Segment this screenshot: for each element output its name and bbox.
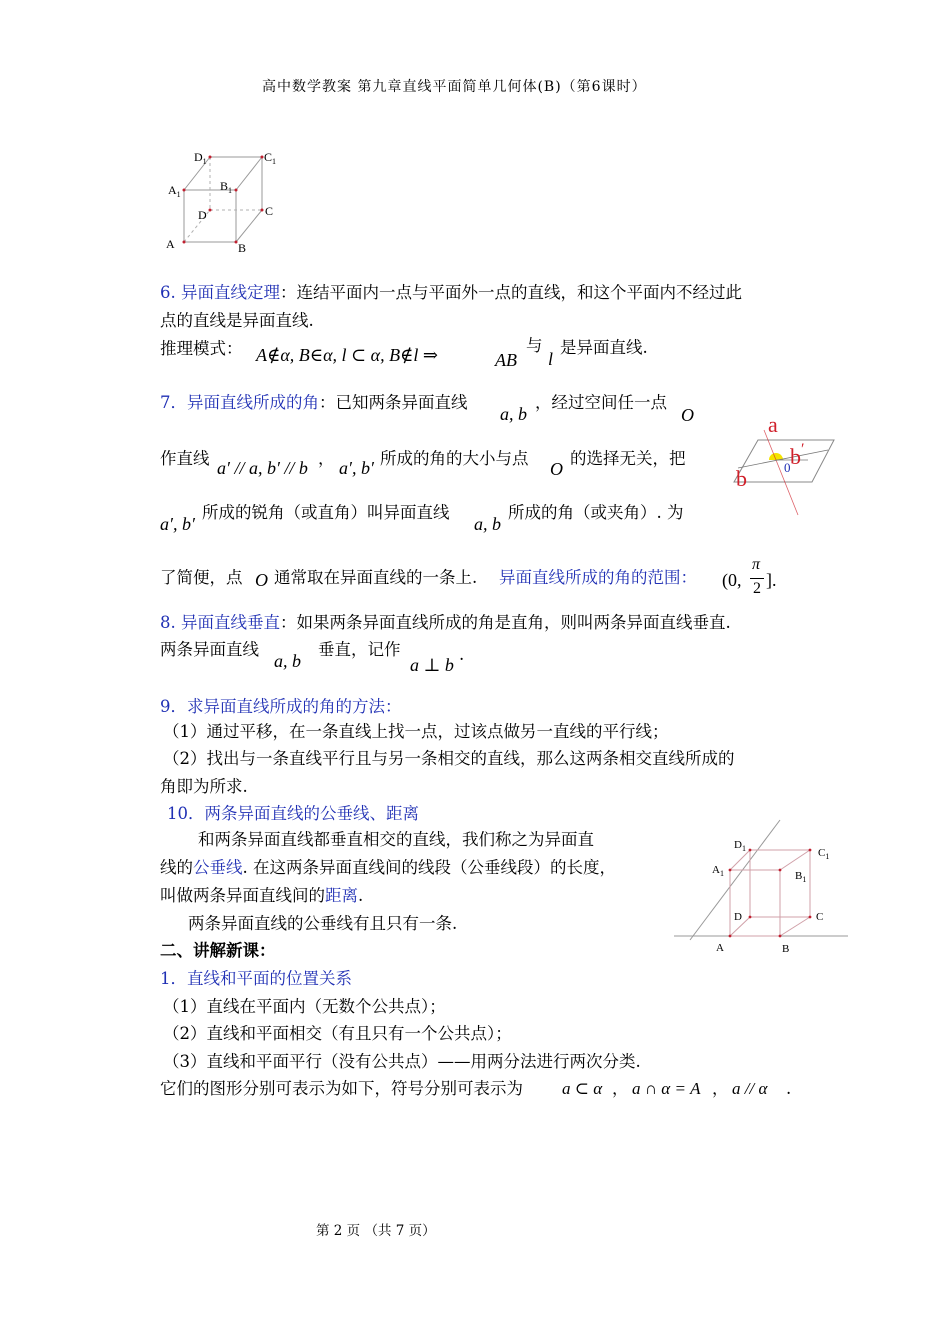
cube-figure-2 (670, 812, 852, 960)
cube-figure-1 (160, 145, 290, 257)
label2-a1: A (712, 864, 720, 876)
section-8-line1: 8. 异面直线垂直：如果两条异面直线所成的角是直角，则叫两条异面直线垂直. (160, 613, 731, 632)
part-2-item2: （2）直线和平面相交（有且只有一个公共点）； (163, 1024, 512, 1043)
section-7-title: 7．异面直线所成的角 (160, 393, 319, 412)
svg-text:A1: $A_1$ (168, 183, 181, 199)
inference-mode-label: 推理模式： (160, 339, 243, 358)
formula-ab-3: a, b (274, 651, 301, 671)
section-10-p2: 线的公垂线. 在这两条异面直线间的线段（公垂线段）的长度， (160, 858, 616, 877)
svg-text:b′: b′ (790, 441, 805, 469)
section-6-title: 6. 异面直线定理 (160, 283, 280, 302)
section-8-title: 8. 异面直线垂直 (160, 613, 280, 632)
label-a: A (166, 237, 175, 251)
label-c: C (265, 204, 274, 218)
label2-a: A (716, 942, 724, 954)
page-header: 高中数学教案 第九章直线平面简单几何体(B)（第6课时） (262, 79, 647, 95)
svg-text:A1: $A_1$ (712, 864, 724, 878)
section-9-item2b: 角即为所求. (160, 777, 248, 796)
text-yu: 与 (526, 336, 543, 355)
fraction-bar (750, 578, 764, 579)
section-9-item1: （1）通过平移，在一条直线上找一点，过该点做另一直线的平行线； (163, 722, 669, 741)
label-d1: D (194, 150, 203, 164)
section-9-title: 9．求异面直线所成的角的方法： (160, 697, 402, 716)
formula-aprime-bprime-1: a′, b′ (339, 458, 374, 478)
formula-subset: a ⊂ α (562, 1079, 603, 1098)
section-6-line2: 点的直线是异面直线. (160, 311, 314, 330)
label-b-red: b (736, 466, 747, 491)
section-6-line1: 6. 异面直线定理：连结平面内一点与平面外一点的直线，和这个平面内不经过此 (160, 283, 742, 302)
inference-formula: A∉α, B∈α, l ⊂ α, B∉l ⇒ (256, 345, 438, 365)
range-two: 2 (753, 580, 761, 597)
label-o-blue: 0 (784, 460, 791, 475)
skew-angle-figure (728, 410, 838, 520)
label-b: B (238, 241, 247, 255)
label-c1: C (264, 150, 273, 164)
part-2-subheading: 1．直线和平面的位置关系 (160, 969, 352, 988)
svg-text:C1: $C_1$ (818, 847, 830, 861)
label-b1: B (220, 179, 229, 193)
section-10-title: 10．两条异面直线的公垂线、距离 (167, 804, 419, 823)
svg-text:B1: $B_1$ (220, 179, 233, 195)
section-10-p3: 叫做两条异面直线间的距离. (160, 886, 364, 905)
part-2-item3: （3）直线和平面平行（没有公共点）——用两分法进行两次分类. (163, 1052, 641, 1071)
svg-text:D1: $D_1$ (734, 839, 746, 853)
label-a1: A (168, 183, 177, 197)
label-bprime-red: b (790, 444, 801, 469)
formula-perp: a ⊥ b (410, 655, 454, 675)
range-pi: π (752, 556, 761, 573)
formula-parallel: a′ // a, b′ // b (217, 458, 308, 478)
range-close: ]. (766, 570, 777, 590)
section-9-item2: （2）找出与一条直线平行且与另一条相交的直线，那么这两条相交直线所成的 (163, 749, 735, 768)
svg-text:D1: $D_1$ (194, 150, 207, 166)
label2-b1: B (795, 870, 803, 882)
label-d: D (198, 208, 207, 222)
point-O-1: O (681, 405, 694, 425)
formula-ab-2: a, b (474, 514, 501, 534)
label2-c: C (816, 911, 824, 923)
term-common-perpendicular: 公垂线 (193, 858, 243, 877)
range-open: (0, (722, 570, 742, 590)
formula-aprime-bprime-2: a′, b′ (160, 514, 195, 534)
label-a-red: a (768, 412, 778, 437)
label2-d: D (734, 911, 742, 923)
point-O-2: O (550, 459, 563, 479)
formula-ab: AB (495, 350, 517, 370)
part-2-item1: （1）直线在平面内（无数个公共点）； (163, 997, 446, 1016)
section-6-tail: 是异面直线. (560, 338, 648, 357)
formula-intersect: a ∩ α = A (632, 1079, 701, 1098)
section-7-line1: 7．异面直线所成的角：已知两条异面直线 (160, 393, 468, 412)
part-2-symbols-text: 它们的图形分别可表示为如下，符号分别可表示为 (160, 1079, 523, 1098)
formula-ab-1: a, b (500, 404, 527, 424)
label2-c1: C (818, 847, 826, 859)
point-O-3: O (255, 570, 268, 590)
formula-l: l (548, 349, 554, 369)
page-footer: 第 2 页 （共 7 页） (316, 1223, 436, 1239)
term-distance: 距离 (325, 886, 358, 905)
section-10-p1: 和两条异面直线都垂直相交的直线，我们称之为异面直 (198, 830, 594, 849)
svg-text:B1: $B_1$ (795, 870, 807, 884)
svg-text:C1: $C_1$ (264, 150, 277, 166)
section-10-p4: 两条异面直线的公垂线有且只有一条. (188, 914, 458, 933)
label2-b: B (782, 943, 790, 955)
formula-parallel-plane: a // α (732, 1079, 768, 1098)
part-2-heading: 二、讲解新课： (160, 941, 276, 960)
angle-range-label: 异面直线所成的角的范围： (499, 568, 697, 587)
label2-d1: D (734, 839, 742, 851)
